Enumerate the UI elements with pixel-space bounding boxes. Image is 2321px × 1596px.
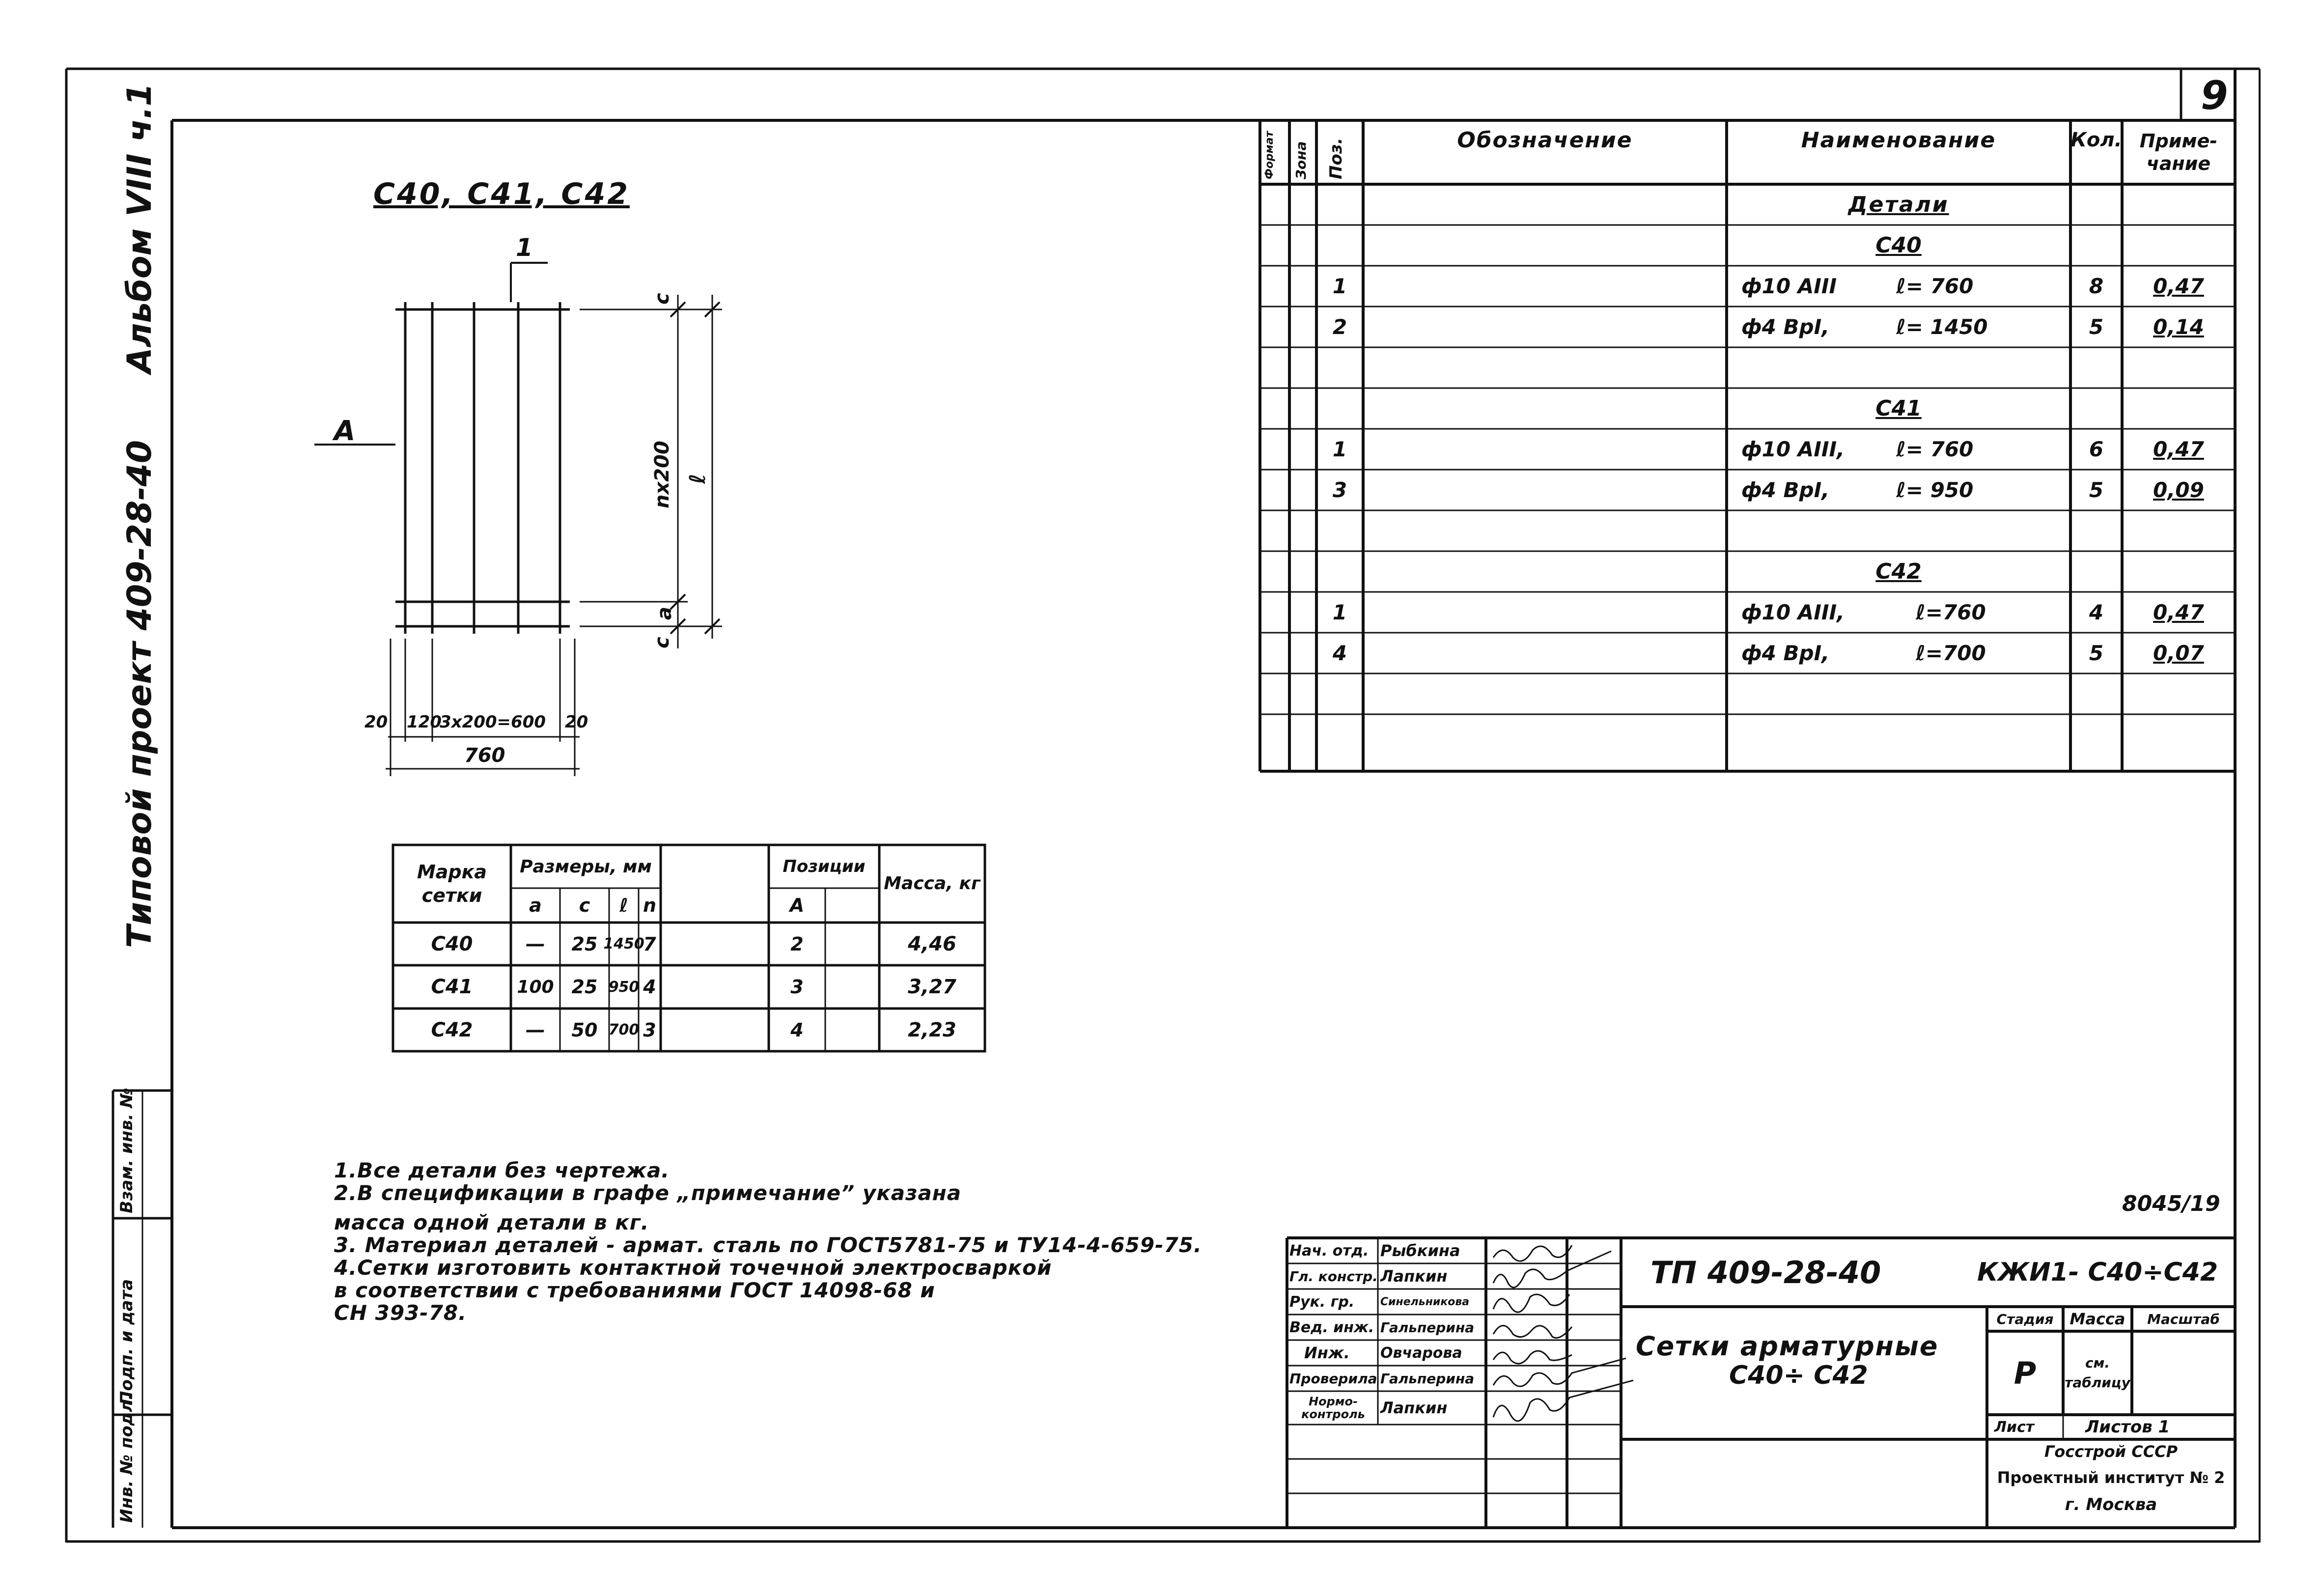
spec-item-pos: 2 xyxy=(1332,315,1347,339)
notes xyxy=(334,1159,1202,1324)
spec-item-name: ф10 АIII xyxy=(1741,274,1837,298)
mark-head-marka: Марка сетки xyxy=(417,861,487,906)
mark-sub-a: а xyxy=(529,895,542,916)
spec-item-note: 0,09 xyxy=(2153,478,2204,502)
spec-item-len: ℓ= 950 xyxy=(1896,478,1974,502)
spec-item-pos: 1 xyxy=(1332,600,1347,624)
mark-row-pos: 3 xyxy=(790,976,804,998)
spec-item-note: 0,47 xyxy=(2153,437,2204,461)
spec-head-qty: Кол. xyxy=(2070,129,2122,151)
tb-name: Гальперина xyxy=(1380,1319,1475,1336)
dim-l: ℓ xyxy=(685,474,710,484)
spec-item-qty: 8 xyxy=(2089,274,2104,298)
mark-row-pos: 4 xyxy=(790,1019,804,1041)
dim-120: 120 xyxy=(407,712,442,732)
spec-head-name: Наименование xyxy=(1801,127,1996,153)
mark-row-marka: С41 xyxy=(431,976,473,998)
note-line: масса одной детали в кг. xyxy=(334,1210,649,1234)
note-line: 2.В спецификации в графе „примечание” указана xyxy=(334,1181,962,1205)
spec-item-qty: 5 xyxy=(2089,641,2104,665)
spec-head-format: Формат xyxy=(1263,131,1276,179)
section-label-a: А xyxy=(334,415,356,447)
mark-row-l: 950 xyxy=(608,978,640,996)
spec-head-note: Приме-чание xyxy=(2139,130,2218,174)
spec-group-title: С41 xyxy=(1875,396,1922,421)
spec-item-qty: 6 xyxy=(2089,437,2104,461)
note-line: 3. Материал деталей - армат. сталь по ГОСТ5781-75 и ТУ14-4-659-75. xyxy=(334,1233,1202,1257)
spec-item-name: ф4 ВрI, xyxy=(1741,315,1830,339)
spec-item-len: ℓ= 760 xyxy=(1896,274,1974,298)
tb-mass-value: см. таблицу xyxy=(2065,1355,2130,1391)
signature-scribbles xyxy=(1493,1245,1633,1421)
tb-role: Нач. отд. xyxy=(1289,1242,1369,1260)
tb-name: Овчарова xyxy=(1380,1344,1462,1362)
spec-item-pos: 1 xyxy=(1332,274,1347,298)
sheet-number: 9 xyxy=(2201,73,2228,118)
spec-item-name: ф4 ВрI, xyxy=(1741,478,1830,502)
mark-row-c: 25 xyxy=(571,976,598,998)
spec-item-note: 0,47 xyxy=(2153,274,2204,298)
strip-inv-label: Инв. № подл. xyxy=(117,1393,137,1523)
mark-row-mass: 4,46 xyxy=(908,932,956,955)
dim-total: 760 xyxy=(464,744,505,767)
spec-item-qty: 5 xyxy=(2089,315,2104,339)
tb-stage-value: Р xyxy=(2013,1355,2037,1391)
dim-a: а xyxy=(653,607,676,620)
tb-role: Гл. констр. xyxy=(1289,1268,1378,1285)
strip-sign-label: Подп. и дата xyxy=(117,1279,137,1405)
spec-item-note: 0,47 xyxy=(2153,600,2204,624)
tb-role: Рук. гр. xyxy=(1289,1293,1355,1311)
dim-20-left: 20 xyxy=(364,712,388,732)
mark-row-marka: С40 xyxy=(431,932,473,955)
mark-head-mass: Масса, кг xyxy=(884,873,980,894)
mark-row-mass: 2,23 xyxy=(908,1018,956,1041)
spec-section-title: Детали xyxy=(1848,192,1949,217)
section-label-1: 1 xyxy=(516,233,533,262)
mark-row-a: — xyxy=(526,1018,545,1041)
spec-group-title: С40 xyxy=(1875,233,1922,258)
note-line: в соответствии с требованиями ГОСТ 14098-68 и xyxy=(334,1278,935,1302)
mark-sub-pos-a: А xyxy=(789,895,805,916)
tb-title-line2: С40÷ С42 xyxy=(1729,1361,1868,1390)
side-project-label: Типовой проект 409-28-40 xyxy=(120,440,159,948)
tb-org-line1: Госстрой СССР xyxy=(2044,1442,2178,1461)
mark-row-n: 7 xyxy=(643,933,656,955)
mark-row-marka: С42 xyxy=(431,1018,473,1041)
dim-3x200: 3x200=600 xyxy=(440,712,546,732)
tb-role: Инж. xyxy=(1304,1344,1350,1362)
spec-item-note: 0,14 xyxy=(2153,315,2204,339)
spec-head-pos: Поз. xyxy=(1326,138,1346,179)
tb-role: Вед. инж. xyxy=(1289,1318,1374,1336)
spec-head-designation: Обозначение xyxy=(1457,127,1633,153)
dim-c-bottom: с xyxy=(651,637,673,648)
spec-item-pos: 4 xyxy=(1332,641,1347,665)
tb-name: Гальперина xyxy=(1380,1370,1475,1387)
spec-item-pos: 1 xyxy=(1332,437,1347,461)
dim-20-right: 20 xyxy=(565,712,588,732)
mark-row-pos: 2 xyxy=(790,933,804,955)
tb-org-line2: Проектный институт № 2 xyxy=(1997,1468,2225,1487)
mark-row-mass: 3,27 xyxy=(908,976,956,998)
tb-name: Рыбкина xyxy=(1380,1241,1460,1260)
tb-title-line1: Сетки арматурные xyxy=(1636,1330,1939,1362)
mark-row-a: 100 xyxy=(517,977,554,997)
mark-sub-l: ℓ xyxy=(619,895,628,916)
side-album-label: Альбом VIII ч.1 xyxy=(120,83,159,373)
stamp-id: 8045/19 xyxy=(2122,1191,2220,1216)
spec-head-zone: Зона xyxy=(1293,141,1309,179)
mark-row-c: 25 xyxy=(571,933,598,955)
mark-row-l: 700 xyxy=(608,1021,640,1038)
dim-nx200: nx200 xyxy=(651,441,673,508)
mark-sub-c: с xyxy=(579,895,590,916)
tb-name: Лапкин xyxy=(1380,1399,1448,1417)
spec-item-name: ф4 ВрI, xyxy=(1741,641,1830,665)
mark-sub-n: n xyxy=(643,895,657,916)
tb-head-mass: Масса xyxy=(2069,1310,2125,1328)
strip-replace-label: Взам. инв. № xyxy=(117,1088,137,1213)
drawing-title: С40, С41, С42 xyxy=(373,177,630,211)
tb-sheets-label: Листов 1 xyxy=(2085,1417,2170,1437)
spec-item-pos: 3 xyxy=(1332,478,1347,502)
spec-item-len: ℓ= 1450 xyxy=(1896,315,1988,339)
mark-row-a: — xyxy=(526,932,545,955)
spec-item-qty: 5 xyxy=(2089,478,2104,502)
tb-name: Синельникова xyxy=(1380,1295,1470,1308)
tb-name: Лапкин xyxy=(1380,1267,1448,1286)
spec-item-len: ℓ=700 xyxy=(1916,641,1986,665)
spec-item-qty: 4 xyxy=(2089,600,2104,624)
tb-role: Проверила xyxy=(1289,1370,1377,1387)
note-line: 4.Сетки изготовить контактной точечной электросваркой xyxy=(334,1256,1052,1280)
spec-item-len: ℓ= 760 xyxy=(1896,437,1974,461)
mark-head-positions: Позиции xyxy=(783,857,866,876)
tb-head-scale: Масштаб xyxy=(2147,1311,2220,1327)
mark-row-c: 50 xyxy=(571,1019,598,1041)
mark-head-sizes: Размеры, мм xyxy=(520,856,652,877)
dim-c-top: с xyxy=(651,293,673,305)
tb-project-number: ТП 409-28-40 xyxy=(1650,1254,1881,1290)
tb-head-stage: Стадия xyxy=(1996,1311,2054,1327)
mark-row-n: 3 xyxy=(643,1019,656,1041)
spec-item-name: ф10 АIII, xyxy=(1741,437,1845,461)
note-line: СН 393-78. xyxy=(334,1301,467,1325)
spec-item-note: 0,07 xyxy=(2153,641,2204,665)
tb-org-line3: г. Москва xyxy=(2065,1494,2157,1514)
note-line: 1.Все детали без чертежа. xyxy=(334,1158,670,1182)
spec-item-len: ℓ=760 xyxy=(1916,600,1986,624)
tb-role: Нормо-контроль xyxy=(1301,1395,1365,1421)
tb-document-code: КЖИ1- С40÷С42 xyxy=(1977,1258,2218,1287)
spec-group-title: С42 xyxy=(1875,559,1922,584)
tb-sheet-label: Лист xyxy=(1994,1418,2035,1436)
spec-item-name: ф10 АIII, xyxy=(1741,600,1845,624)
mark-row-n: 4 xyxy=(643,976,656,998)
mark-row-l: 1450 xyxy=(603,935,644,952)
